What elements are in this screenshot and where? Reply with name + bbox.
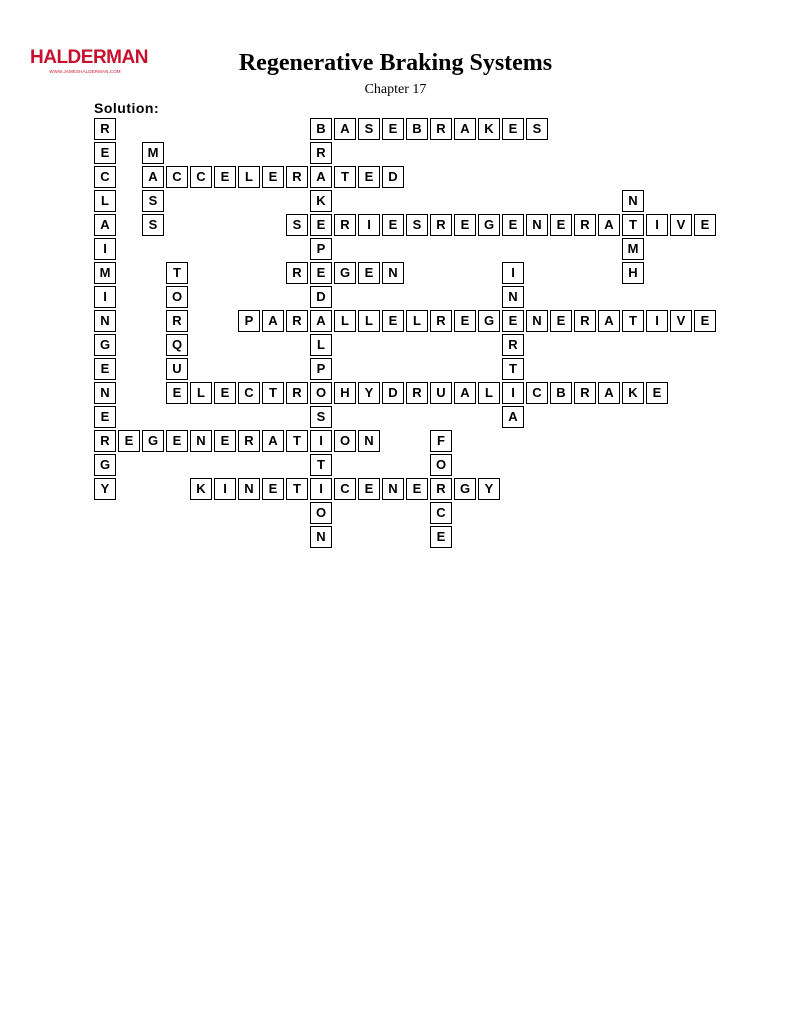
crossword-cell: G: [478, 310, 500, 332]
crossword-cell: E: [382, 310, 404, 332]
crossword-cell: R: [286, 382, 308, 404]
crossword-cell: B: [406, 118, 428, 140]
crossword-cell: G: [454, 478, 476, 500]
crossword-cell: E: [358, 478, 380, 500]
crossword-cell: O: [334, 430, 356, 452]
crossword-cell: L: [406, 310, 428, 332]
page-subtitle: Chapter 17: [364, 82, 427, 97]
crossword-cell: R: [406, 382, 428, 404]
crossword-cell: E: [214, 430, 236, 452]
crossword-cell: Y: [478, 478, 500, 500]
crossword-cell: T: [502, 358, 524, 380]
crossword-cell: R: [286, 262, 308, 284]
crossword-cell: E: [454, 214, 476, 236]
crossword-grid: [94, 118, 714, 548]
crossword-cell: A: [94, 214, 116, 236]
crossword-cell: L: [334, 310, 356, 332]
crossword-cell: A: [598, 310, 620, 332]
crossword-cell: N: [94, 382, 116, 404]
crossword-cell: Q: [166, 334, 188, 356]
crossword-cell: G: [142, 430, 164, 452]
crossword-cell: A: [310, 310, 332, 332]
crossword-cell: U: [166, 358, 188, 380]
crossword-cell: E: [550, 214, 572, 236]
crossword-cell: R: [286, 310, 308, 332]
crossword-cell: M: [94, 262, 116, 284]
crossword-cell: I: [94, 286, 116, 308]
crossword-cell: A: [142, 166, 164, 188]
crossword-cell: E: [382, 214, 404, 236]
crossword-cell: N: [238, 478, 260, 500]
logo-url-text: WWW.JAMESHALDERMAN.COM: [49, 69, 121, 74]
crossword-cell: R: [166, 310, 188, 332]
crossword-cell: E: [262, 166, 284, 188]
crossword-cell: A: [502, 406, 524, 428]
crossword-cell: L: [190, 382, 212, 404]
crossword-cell: I: [358, 214, 380, 236]
crossword-cell: T: [622, 310, 644, 332]
crossword-cell: R: [430, 214, 452, 236]
crossword-cell: D: [382, 382, 404, 404]
crossword-cell: B: [550, 382, 572, 404]
crossword-cell: R: [574, 214, 596, 236]
crossword-cell: A: [454, 382, 476, 404]
crossword-cell: T: [286, 430, 308, 452]
crossword-cell: E: [406, 478, 428, 500]
crossword-cell: N: [502, 286, 524, 308]
crossword-cell: T: [262, 382, 284, 404]
crossword-cell: E: [358, 166, 380, 188]
crossword-cell: C: [430, 502, 452, 524]
crossword-cell: R: [94, 118, 116, 140]
crossword-cell: A: [598, 214, 620, 236]
crossword-cell: I: [502, 262, 524, 284]
crossword-cell: O: [430, 454, 452, 476]
crossword-cell: E: [550, 310, 572, 332]
crossword-cell: N: [310, 526, 332, 548]
crossword-cell: E: [502, 118, 524, 140]
crossword-cell: R: [430, 310, 452, 332]
crossword-cell: T: [286, 478, 308, 500]
crossword-cell: N: [94, 310, 116, 332]
crossword-cell: E: [310, 214, 332, 236]
crossword-cell: E: [214, 166, 236, 188]
crossword-cell: S: [142, 214, 164, 236]
crossword-cell: V: [670, 214, 692, 236]
crossword-cell: E: [454, 310, 476, 332]
crossword-cell: P: [310, 358, 332, 380]
crossword-cell: S: [310, 406, 332, 428]
crossword-cell: E: [502, 214, 524, 236]
crossword-cell: N: [622, 190, 644, 212]
crossword-cell: I: [646, 310, 668, 332]
crossword-cell: Y: [358, 382, 380, 404]
crossword-cell: U: [430, 382, 452, 404]
crossword-cell: T: [334, 166, 356, 188]
crossword-cell: A: [310, 166, 332, 188]
crossword-cell: N: [358, 430, 380, 452]
crossword-cell: E: [166, 382, 188, 404]
crossword-cell: S: [406, 214, 428, 236]
crossword-cell: M: [142, 142, 164, 164]
crossword-cell: E: [262, 478, 284, 500]
crossword-cell: E: [382, 118, 404, 140]
crossword-cell: V: [670, 310, 692, 332]
crossword-cell: K: [478, 118, 500, 140]
crossword-cell: L: [310, 334, 332, 356]
crossword-cell: E: [214, 382, 236, 404]
crossword-cell: H: [334, 382, 356, 404]
crossword-cell: N: [526, 310, 548, 332]
crossword-cell: R: [286, 166, 308, 188]
crossword-cell: N: [526, 214, 548, 236]
crossword-cell: L: [358, 310, 380, 332]
crossword-cell: E: [310, 262, 332, 284]
logo-brand-text: HALDERMAN: [30, 47, 148, 68]
crossword-cell: O: [310, 382, 332, 404]
crossword-cell: I: [214, 478, 236, 500]
crossword-cell: A: [598, 382, 620, 404]
crossword-cell: T: [622, 214, 644, 236]
crossword-cell: S: [526, 118, 548, 140]
crossword-cell: K: [190, 478, 212, 500]
crossword-cell: I: [310, 430, 332, 452]
crossword-cell: O: [310, 502, 332, 524]
crossword-cell: T: [166, 262, 188, 284]
crossword-cell: R: [430, 478, 452, 500]
crossword-cell: C: [238, 382, 260, 404]
crossword-cell: R: [574, 382, 596, 404]
crossword-cell: A: [262, 430, 284, 452]
crossword-cell: E: [430, 526, 452, 548]
crossword-cell: A: [454, 118, 476, 140]
crossword-cell: N: [382, 478, 404, 500]
crossword-cell: N: [190, 430, 212, 452]
crossword-cell: E: [502, 310, 524, 332]
crossword-cell: E: [94, 406, 116, 428]
crossword-cell: R: [502, 334, 524, 356]
crossword-cell: E: [166, 430, 188, 452]
crossword-cell: L: [478, 382, 500, 404]
crossword-cell: R: [574, 310, 596, 332]
crossword-cell: I: [646, 214, 668, 236]
crossword-cell: I: [502, 382, 524, 404]
crossword-cell: E: [694, 310, 716, 332]
crossword-cell: A: [334, 118, 356, 140]
crossword-cell: O: [166, 286, 188, 308]
crossword-cell: S: [286, 214, 308, 236]
crossword-cell: S: [142, 190, 164, 212]
crossword-cell: C: [334, 478, 356, 500]
crossword-cell: T: [310, 454, 332, 476]
crossword-cell: G: [94, 334, 116, 356]
crossword-cell: E: [118, 430, 140, 452]
crossword-cell: R: [334, 214, 356, 236]
crossword-cell: G: [94, 454, 116, 476]
crossword-cell: K: [622, 382, 644, 404]
crossword-cell: C: [190, 166, 212, 188]
crossword-cell: N: [382, 262, 404, 284]
crossword-cell: R: [430, 118, 452, 140]
crossword-cell: K: [310, 190, 332, 212]
crossword-cell: H: [622, 262, 644, 284]
crossword-cell: G: [478, 214, 500, 236]
solution-label: Solution:: [94, 100, 160, 116]
crossword-cell: E: [94, 142, 116, 164]
page-title: Regenerative Braking Systems: [238, 50, 553, 76]
crossword-cell: D: [310, 286, 332, 308]
crossword-cell: R: [310, 142, 332, 164]
crossword-cell: C: [166, 166, 188, 188]
crossword-cell: E: [694, 214, 716, 236]
crossword-cell: B: [310, 118, 332, 140]
crossword-cell: E: [94, 358, 116, 380]
crossword-cell: M: [622, 238, 644, 260]
crossword-cell: R: [238, 430, 260, 452]
crossword-cell: Y: [94, 478, 116, 500]
crossword-cell: I: [94, 238, 116, 260]
crossword-cell: P: [238, 310, 260, 332]
crossword-cell: I: [310, 478, 332, 500]
crossword-cell: P: [310, 238, 332, 260]
crossword-cell: L: [94, 190, 116, 212]
crossword-cell: R: [94, 430, 116, 452]
crossword-cell: F: [430, 430, 452, 452]
crossword-cell: E: [646, 382, 668, 404]
crossword-cell: E: [358, 262, 380, 284]
crossword-cell: C: [94, 166, 116, 188]
crossword-cell: D: [382, 166, 404, 188]
crossword-cell: L: [238, 166, 260, 188]
crossword-cell: A: [262, 310, 284, 332]
crossword-cell: C: [526, 382, 548, 404]
crossword-cell: G: [334, 262, 356, 284]
crossword-cell: S: [358, 118, 380, 140]
